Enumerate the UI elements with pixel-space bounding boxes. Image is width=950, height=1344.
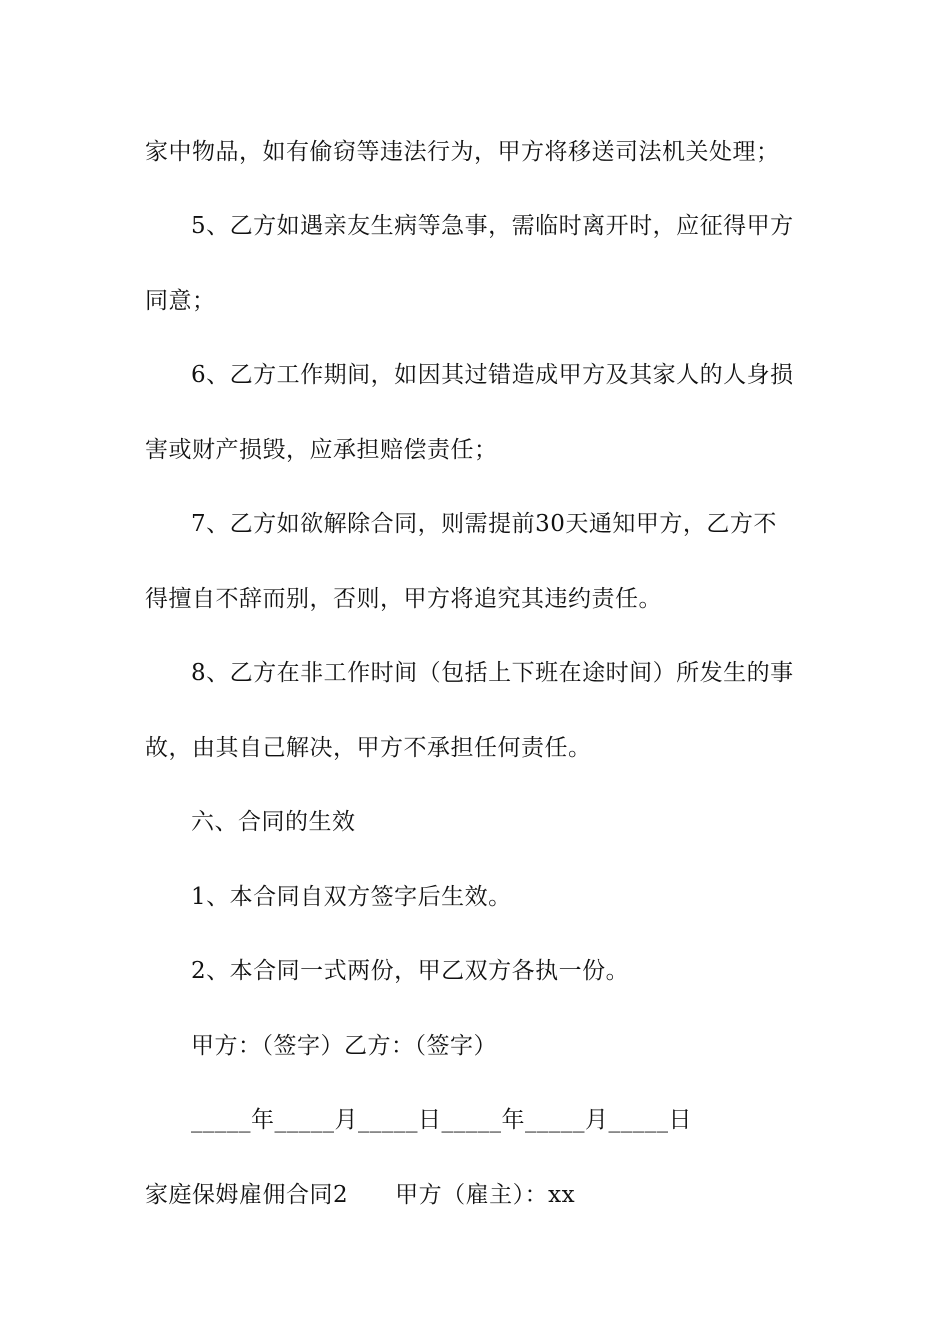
body-text-line: 家中物品，如有偷窃等违法行为，甲方将移送司法机关处理； [145,139,780,165]
clause-5-line: 5、乙方如遇亲友生病等急事，需临时离开时，应征得甲方 [191,213,794,239]
clause-8-line: 8、乙方在非工作时间（包括上下班在途时间）所发生的事 [191,660,794,686]
date-line: _____年_____月_____日_____年_____月_____日 [191,1107,692,1133]
body-text-line: 得擅自不辞而别，否则，甲方将追究其违约责任。 [145,586,662,612]
body-text-line: 同意； [145,288,216,314]
clause-7-line: 7、乙方如欲解除合同，则需提前30天通知甲方，乙方不 [191,511,777,537]
next-contract-title: 家庭保姆雇佣合同2 甲方（雇主）：xx [145,1182,576,1208]
effect-clause-1: 1、本合同自双方签字后生效。 [191,884,512,910]
signature-line: 甲方：（签字）乙方：（签字） [191,1033,497,1059]
body-text-line: 害或财产损毁，应承担赔偿责任； [145,437,498,463]
section-heading: 六、合同的生效 [191,809,356,835]
body-text-line: 故，由其自己解决，甲方不承担任何责任。 [145,735,592,761]
effect-clause-2: 2、本合同一式两份，甲乙双方各执一份。 [191,958,630,984]
clause-6-line: 6、乙方工作期间，如因其过错造成甲方及其家人的人身损 [191,362,794,388]
